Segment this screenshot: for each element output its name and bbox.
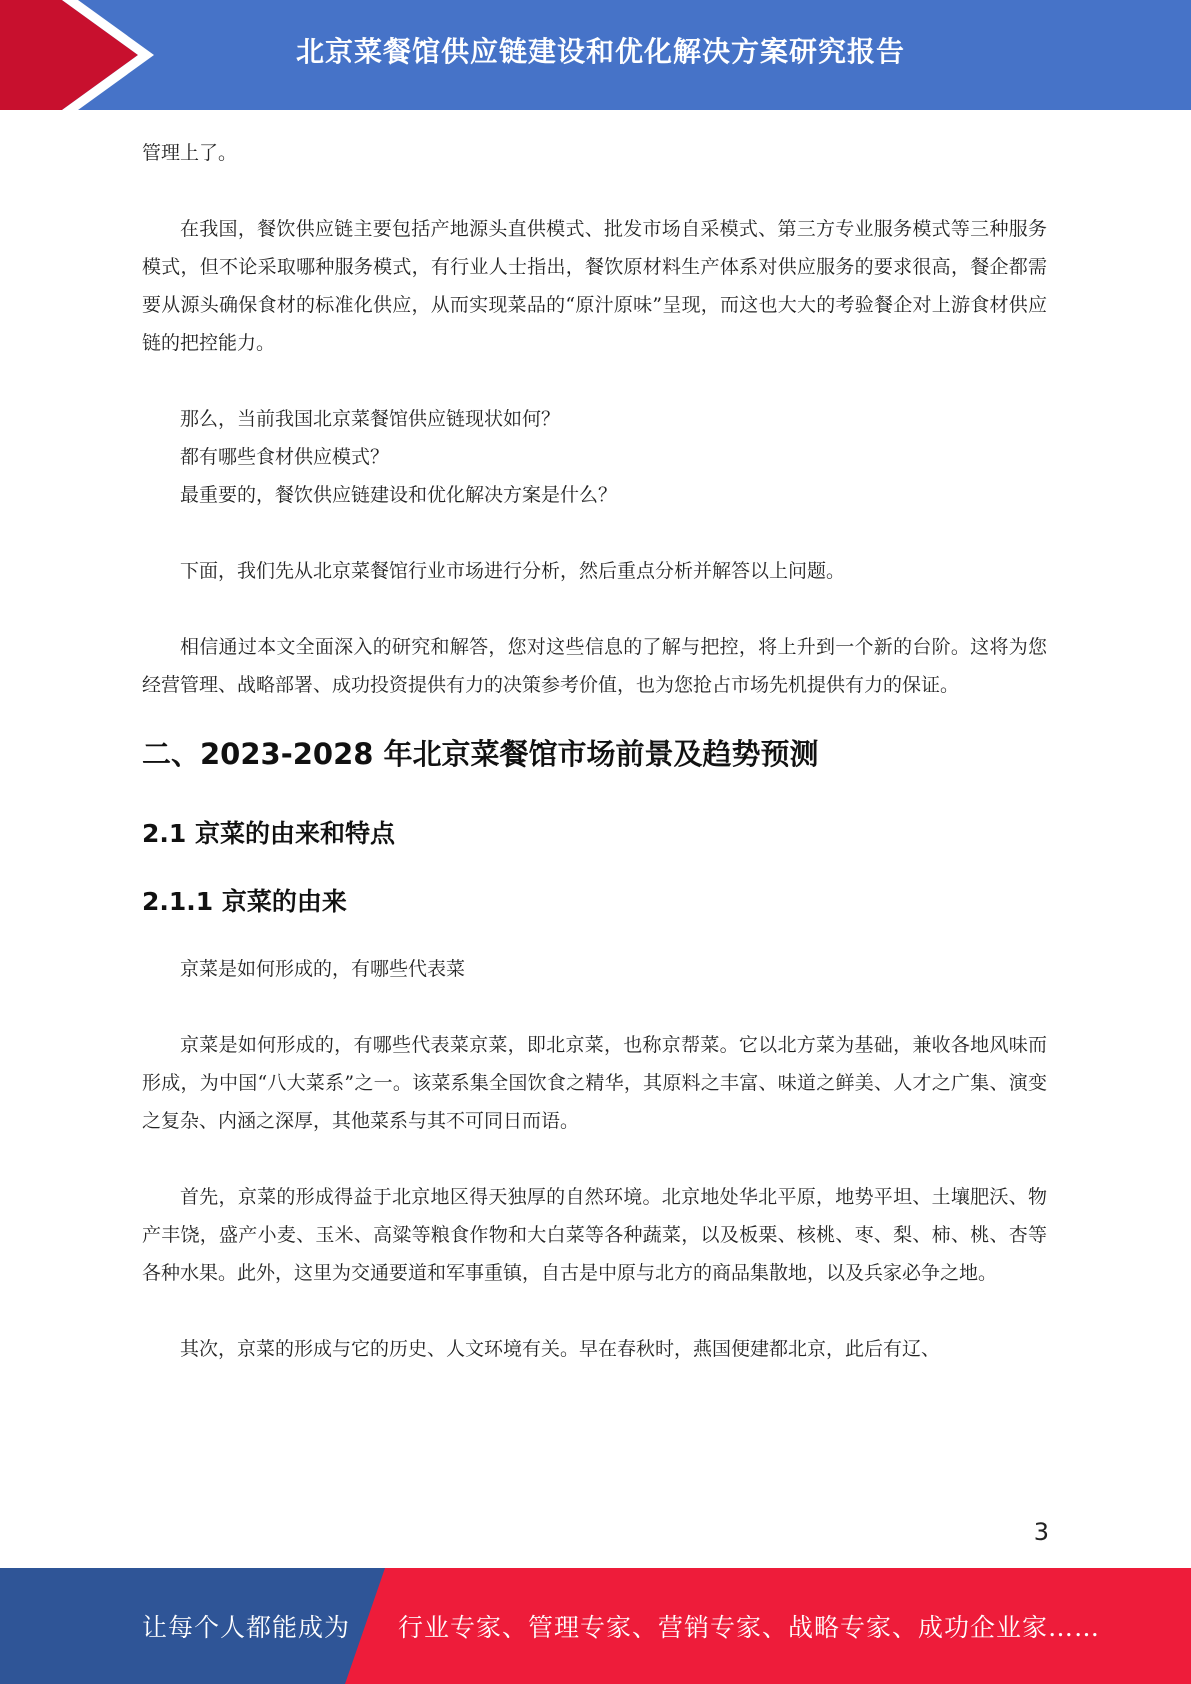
footer-slogan-left: 让每个人都能成为	[142, 1613, 351, 1642]
header-banner	[0, 0, 1191, 110]
document-body	[142, 134, 1047, 1368]
page-number: 3	[1033, 1518, 1049, 1546]
question-3: 最重要的，餐饮供应链建设和优化解决方案是什么？	[180, 484, 618, 506]
subsection-heading-2-1: 2.1 京菜的由来和特点	[142, 819, 395, 848]
paragraph-intro: 在我国，餐饮供应链主要包括产地源头直供模式、批发市场自采模式、第三方专业服务模式等三种服务模式，但不论采取哪种服务模式，有行业人士指出，餐饮原材料生产体系对供应服务的要求很高，餐企都需要从源头确保食材的标准化供应，从而实现菜品的“原汁原味”呈现，而这也大大的考验餐企对上游食材供应链的把控能力。	[142, 218, 1047, 354]
paragraph-jingcai: 京菜是如何形成的，有哪些代表菜京菜，即北京菜，也称京帮菜。它以北方菜为基础，兼收各地风味而形成，为中国“八大菜系”之一。该菜系集全国饮食之精华，其原料之丰富、味道之鲜美、人才之广集、演变之复杂、内涵之深厚，其他菜系与其不可同日而语。	[142, 1034, 1047, 1132]
subsection-heading-2-1-1: 2.1.1 京菜的由来	[142, 887, 347, 916]
question-2: 都有哪些食材供应模式？	[180, 446, 390, 468]
paragraph-believe: 相信通过本文全面深入的研究和解答，您对这些信息的了解与把控，将上升到一个新的台阶。这将为您经营管理、战略部署、成功投资提供有力的决策参考价值，也为您抢占市场先机提供有力的保证。	[142, 636, 1047, 696]
paragraph-first: 首先，京菜的形成得益于北京地区得天独厚的自然环境。北京地处华北平原，地势平坦、土壤肥沃、物产丰饶，盛产小麦、玉米、高粱等粮食作物和大白菜等各种蔬菜，以及板栗、核桃、枣、梨、柿、桃、杏等各种水果。此外，这里为交通要道和军事重镇，自古是中原与北方的商品集散地，以及兵家必争之地。	[142, 1186, 1047, 1284]
section-heading: 二、2023-2028 年北京菜餐馆市场前景及趋势预测	[142, 737, 819, 771]
footer-banner	[0, 1568, 1191, 1684]
chevron-arrow-icon	[0, 0, 160, 110]
paragraph-how: 京菜是如何形成的，有哪些代表菜	[180, 958, 466, 980]
paragraph-continued: 管理上了。	[142, 142, 238, 164]
report-title: 北京菜餐馆供应链建设和优化解决方案研究报告	[295, 35, 905, 68]
footer-slogan-right: 行业专家、管理专家、营销专家、战略专家、成功企业家……	[398, 1613, 1101, 1642]
question-1: 那么，当前我国北京菜餐馆供应链现状如何？	[180, 408, 561, 430]
paragraph-second: 其次，京菜的形成与它的历史、人文环境有关。早在春秋时，燕国便建都北京，此后有辽、	[180, 1338, 941, 1360]
paragraph-next: 下面，我们先从北京菜餐馆行业市场进行分析，然后重点分析并解答以上问题。	[180, 560, 846, 582]
